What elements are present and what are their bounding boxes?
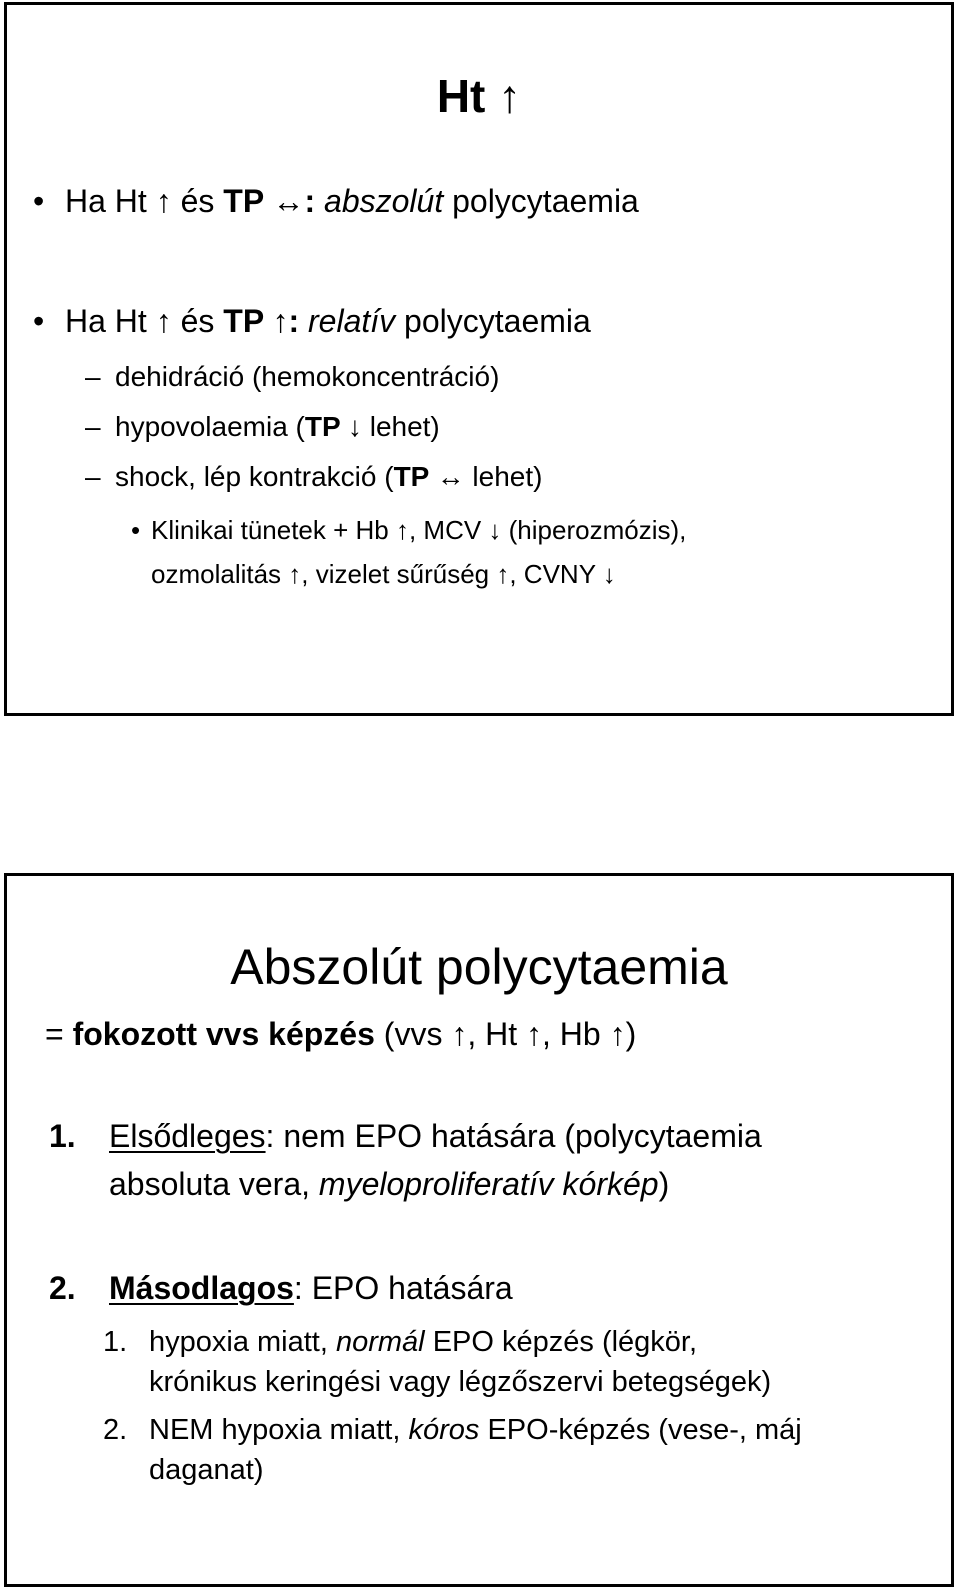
bullet-dot-icon: • (131, 515, 141, 545)
clinical-symptoms-line-2: ozmolalitás ↑, vizelet sűrűség ↑, CVNY ↓ (151, 559, 616, 589)
sub-item-shock: – shock, lép kontrakció (TP ↔ lehet) (85, 461, 543, 492)
dash-icon: – (85, 461, 101, 492)
secondary-sub-item-1-line-2: krónikus keringési vagy légzőszervi betegségek) (149, 1366, 772, 1398)
slide-ht-up (4, 2, 954, 716)
bullet-relative-polycytaemia: • Ha Ht ↑ és TP ↑: relatív polycytaemia (33, 303, 591, 339)
slide-absolute-polycytaemia (4, 873, 954, 1587)
secondary-sub-item-2-line-2: daganat) (149, 1454, 264, 1486)
definition-line: = fokozott vvs képzés (vvs ↑, Ht ↑, Hb ↑) (45, 1016, 637, 1052)
clinical-symptoms-line-1: • Klinikai tünetek + Hb ↑, MCV ↓ (hiperozmózis), (131, 515, 687, 545)
slide-title: Abszolút polycytaemia (230, 939, 728, 995)
secondary-sub-item-2-line-1: 2. NEM hypoxia miatt, kóros EPO-képzés (vese-, máj (103, 1414, 802, 1446)
dash-icon: – (85, 361, 101, 392)
sub-item-hypovolaemia: – hypovolaemia (TP ↓ lehet) (85, 411, 440, 442)
primary-item-line-1: 1. Elsődleges: nem EPO hatására (polycytaemia (49, 1118, 762, 1154)
bullet-dot-icon: • (33, 303, 45, 339)
sub-item-dehydration: – dehidráció (hemokoncentráció) (85, 361, 500, 392)
secondary-sub-item-1-line-1: 1. hypoxia miatt, normál EPO képzés (légkör, (103, 1326, 698, 1358)
dash-icon: – (85, 411, 101, 442)
bullet-absolute-polycytaemia: • Ha Ht ↑ és TP ↔: abszolút polycytaemia (33, 183, 639, 219)
primary-item-line-2: absoluta vera, myeloproliferatív kórkép) (109, 1166, 670, 1202)
bullet-dot-icon: • (33, 183, 45, 219)
secondary-item: 2. Másodlagos: EPO hatására (49, 1270, 513, 1306)
slide-title: Ht ↑ (436, 70, 522, 122)
